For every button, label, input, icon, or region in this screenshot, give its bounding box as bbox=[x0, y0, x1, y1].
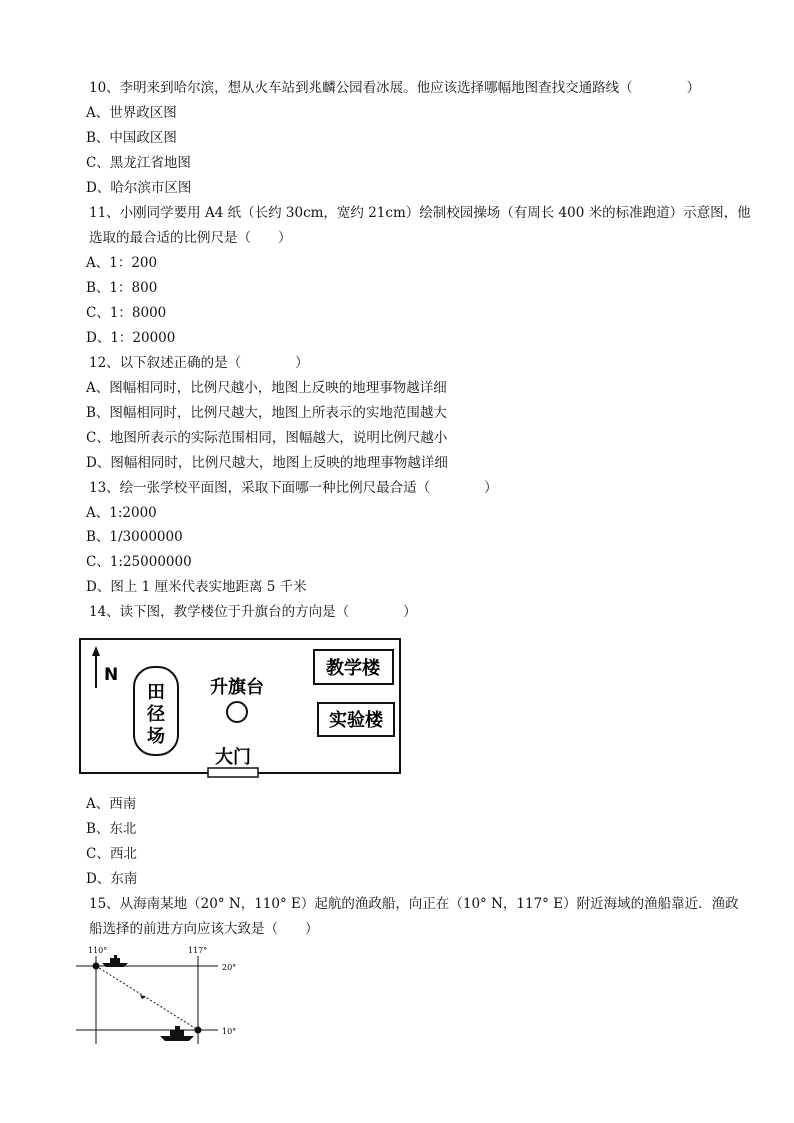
route-line bbox=[96, 966, 198, 1030]
school-map bbox=[77, 636, 403, 778]
q11-option-a: A、1：200 bbox=[86, 255, 158, 271]
q10-stem: 10、李明来到哈尔滨，想从火车站到兆麟公园看冰展。他应该选择哪幅地图查找交通路线（ ） bbox=[89, 80, 701, 96]
q10-option-c: C、黑龙江省地图 bbox=[86, 155, 191, 171]
gate-label: 大门 bbox=[215, 747, 251, 768]
q14-option-c: C、西北 bbox=[86, 846, 137, 862]
sea-route-map bbox=[76, 944, 256, 1044]
q11-stem-line1: 11、小刚同学要用 A4 纸（长约 30cm，宽约 21cm）绘制校园操场（有周长 400 米的标准跑道）示意图，他 bbox=[89, 205, 751, 221]
q12-option-d: D、图幅相同时，比例尺越大，地图上反映的地理事物越详细 bbox=[86, 455, 448, 471]
q13-option-b: B、1/3000000 bbox=[86, 529, 183, 545]
lon-label-110: 110° bbox=[88, 946, 108, 955]
lat-label-20: 20° bbox=[222, 963, 237, 972]
q14-stem: 14、读下图，教学楼位于升旗台的方向是（ ） bbox=[89, 604, 417, 620]
q10-option-b: B、中国政区图 bbox=[86, 130, 177, 146]
track-field-char-3: 场 bbox=[147, 726, 165, 747]
q13-option-d: D、图上 1 厘米代表实地距离 5 千米 bbox=[86, 579, 307, 595]
q15-stem-line2: 船选择的前进方向应该大致是（ ） bbox=[89, 921, 319, 937]
north-label: N bbox=[104, 665, 119, 685]
teaching-building-label: 教学楼 bbox=[326, 658, 380, 679]
flag-platform-label: 升旗台 bbox=[210, 677, 264, 698]
q11-option-d: D、1：20000 bbox=[86, 330, 176, 346]
gate-marker bbox=[208, 768, 258, 777]
fishing-boat-icon bbox=[160, 1026, 194, 1041]
q11-option-b: B、1：800 bbox=[86, 280, 158, 296]
flag-platform-marker bbox=[227, 702, 247, 722]
track-field-char-2: 径 bbox=[147, 704, 165, 725]
lat-label-10: 10° bbox=[222, 1027, 237, 1036]
track-field-char-1: 田 bbox=[147, 682, 165, 703]
q13-option-c: C、1:25000000 bbox=[86, 554, 192, 570]
route-arrow-icon bbox=[140, 995, 146, 999]
q13-option-a: A、1:2000 bbox=[86, 505, 157, 521]
q12-option-c: C、地图所表示的实际范围相同，图幅越大，说明比例尺越小 bbox=[86, 430, 448, 446]
q15-stem-line1: 15、从海南某地（20° N，110° E）起航的渔政船，向正在（10° N，117° E）附近海域的渔船靠近．渔政 bbox=[89, 896, 739, 912]
q12-option-b: B、图幅相同时，比例尺越大，地图上所表示的实地范围越大 bbox=[86, 405, 447, 421]
start-point-marker bbox=[93, 963, 100, 970]
q10-option-a: A、世界政区图 bbox=[86, 105, 177, 121]
q11-option-c: C、1：8000 bbox=[86, 305, 167, 321]
q12-option-a: A、图幅相同时，比例尺越小，地图上反映的地理事物越详细 bbox=[86, 380, 447, 396]
q14-option-d: D、东南 bbox=[86, 871, 138, 887]
q12-stem: 12、以下叙述正确的是（ ） bbox=[89, 355, 309, 371]
q13-stem: 13、绘一张学校平面图，采取下面哪一种比例尺最合适（ ） bbox=[89, 480, 498, 496]
q14-option-a: A、西南 bbox=[86, 796, 137, 812]
lab-building-label: 实验楼 bbox=[329, 710, 383, 731]
q11-stem-line2: 选取的最合适的比例尺是（ ） bbox=[89, 230, 292, 246]
lon-label-117: 117° bbox=[188, 946, 208, 955]
north-arrowhead-icon bbox=[92, 646, 100, 656]
patrol-ship-icon bbox=[102, 955, 128, 967]
end-point-marker bbox=[195, 1027, 202, 1034]
q10-option-d: D、哈尔滨市区图 bbox=[86, 180, 192, 196]
q14-option-b: B、东北 bbox=[86, 821, 137, 837]
